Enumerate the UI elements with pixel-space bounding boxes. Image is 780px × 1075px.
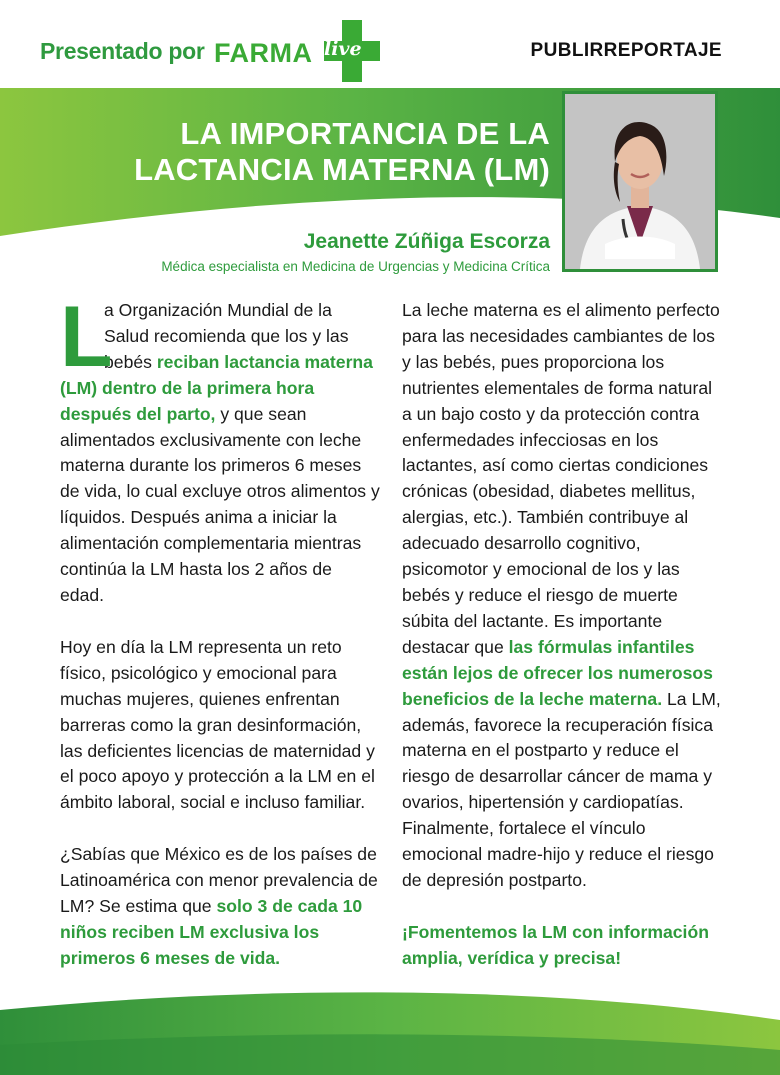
drop-cap-letter: L	[60, 289, 113, 385]
p4-highlight: las fórmulas infantiles están lejos de ofrecer los numerosos beneficios de la leche materna.	[402, 636, 713, 709]
p1-text-a: a Organización Mundial de la Salud recomienda que los y las bebés	[104, 300, 349, 372]
author-photo	[562, 91, 718, 272]
author-name: Jeanette Zúñiga Escorza	[303, 230, 550, 253]
footer-wave	[0, 990, 780, 1075]
p4-text-a: La leche materna es el alimento perfecto para las necesidades cambiantes de los y las bebés, pues proporciona los nutrientes elementales de forma natural a un bajo costo y da protección contra enfermedades infecciosas en los lactantes, así como ciertas condiciones crónicas (obesidad, diabetes mellitus, alergias, etc.). También contribuye al adecuado desarrollo cognitivo, psicomotor y emocional de los y las bebés y reduce el riesgo de muerte súbita del lactante. Es importante destacar que	[402, 300, 720, 657]
logo-live: live	[324, 38, 362, 60]
author-role: Médica especialista en Medicina de Urgencias y Medicina Crítica	[161, 259, 550, 274]
paragraph-2: Hoy en día la LM representa un reto físico, psicológico y emocional para muchas mujeres, quienes enfrentan barreras como la gran desinformación, las deficientes licencias de maternidad y el poco apoyo y protección a la LM en el ámbito laboral, social e incluso familiar.	[60, 636, 375, 813]
farmalive-logo	[214, 20, 374, 82]
presented-by-label: Presentado por	[40, 38, 205, 64]
p3-highlight: solo 3 de cada 10 niños reciben LM exclusiva los primeros 6 meses de vida.	[60, 896, 363, 968]
section-label: PUBLIRREPORTAJE	[530, 40, 722, 61]
drop-cap	[60, 289, 113, 385]
doctor-portrait-illustration	[565, 94, 715, 269]
paragraph-4	[402, 298, 724, 894]
p3-text-a: ¿Sabías que México es de los países de Latinoamérica con menor prevalencia de LM? Se estima que	[60, 844, 378, 917]
article-column-left	[60, 289, 380, 998]
p1-highlight: reciban lactancia materna (LM) dentro de la primera hora después del parto,	[60, 351, 373, 424]
paragraph-3	[60, 842, 380, 972]
p1-text-b: y que sean alimentados exclusivamente con leche materna durante los primeros 6 meses de vida, lo cual excluye otros alimentos y líquidos. Después anima a iniciar la alimentación complementaria mientras continúa la LM hasta los 2 años de edad.	[60, 403, 380, 605]
p4-text-b: La LM, además, favorece la recuperación física materna en el postparto y reduce el riesgo de desarrollar cáncer de mama y ovarios, hipertensión y cardiopatías. Finalmente, fortalece el vínculo emocional madre-hijo y reduce el riesgo de depresión postparto.	[402, 688, 721, 890]
article-title	[100, 116, 550, 188]
article-column-right	[402, 298, 724, 998]
logo-word: FARMA	[214, 38, 313, 68]
title-line-1: LA IMPORTANCIA DE LA	[180, 116, 550, 151]
page-header	[0, 0, 780, 92]
title-line-2: LACTANCIA MATERNA (LM)	[134, 152, 550, 187]
paragraph-1	[60, 289, 380, 609]
closing-call-to-action: ¡Fomentemos la LM con información amplia, verídica y precisa!	[402, 921, 709, 968]
